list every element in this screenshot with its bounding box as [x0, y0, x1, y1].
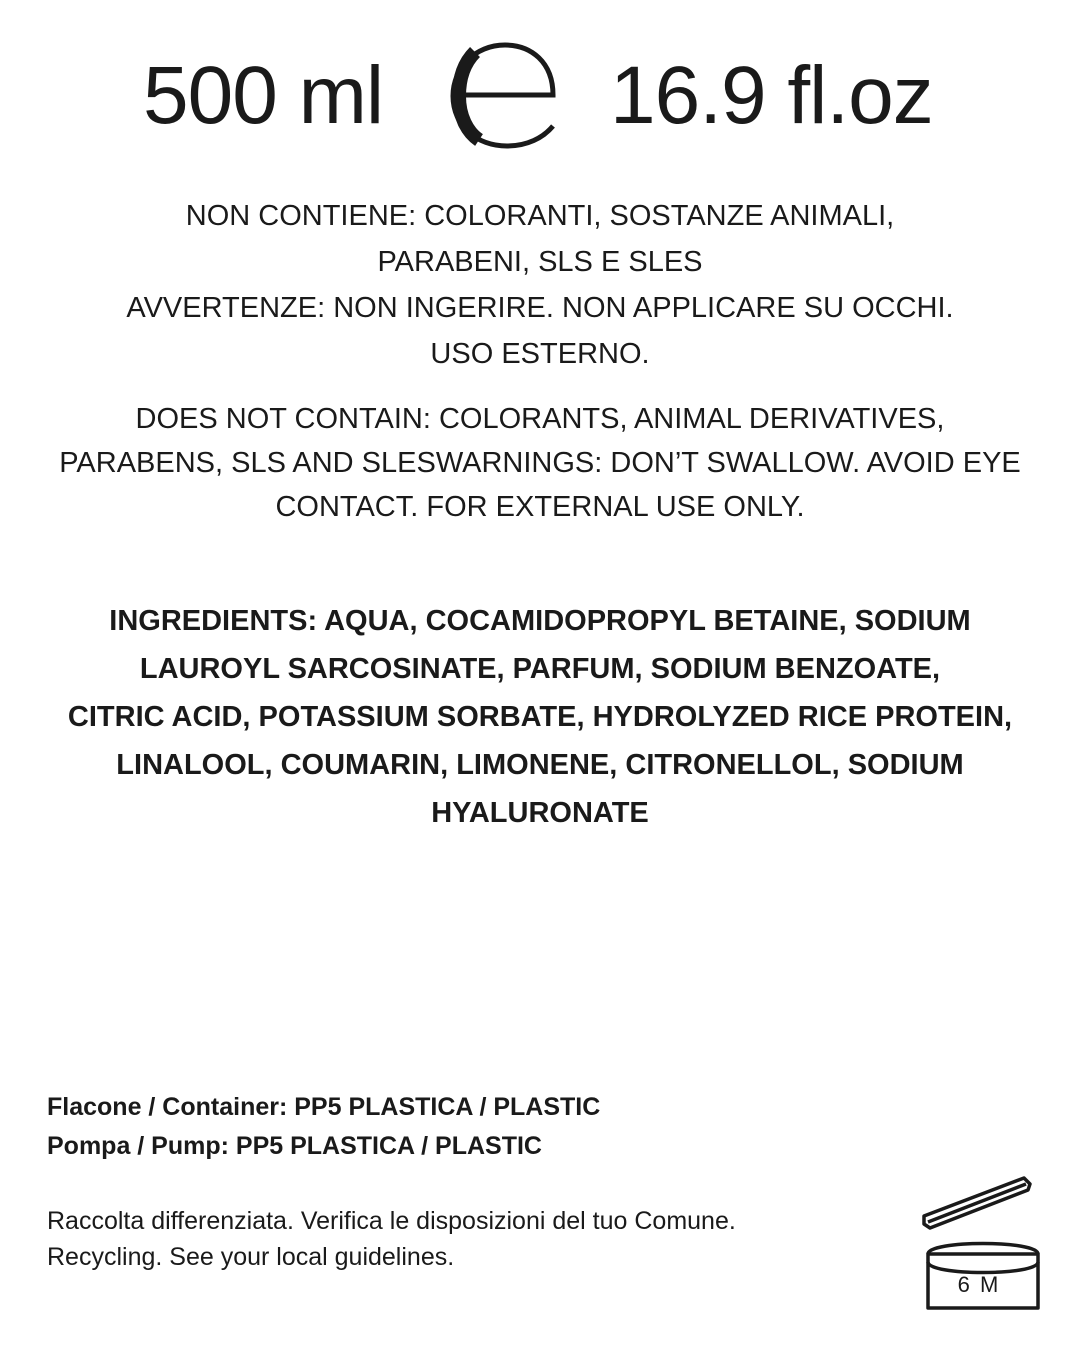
ingredients-line: LAUROYL SARCOSINATE, PARFUM, SODIUM BENZOATE,: [139, 653, 941, 685]
pao-label: 6 M: [957, 1272, 1001, 1297]
english-notice-line: PARABENS, SLS AND SLESWARNINGS: DON’T SWALLOW. AVOID EYE: [59, 447, 1021, 479]
volume-imperial: 16.9 fl.oz: [610, 50, 933, 141]
volume-metric: 500 ml: [143, 50, 384, 141]
ingredients-line: LINALOOL, COUMARIN, LIMONENE, CITRONELLOL, SODIUM: [116, 749, 964, 781]
italian-notice-line: NON CONTIENE: COLORANTI, SOSTANZE ANIMALI,: [185, 200, 895, 232]
english-notice-line: DOES NOT CONTAIN: COLORANTS, ANIMAL DERIVATIVES,: [135, 403, 945, 435]
packaging-info: [47, 1088, 600, 1166]
period-after-opening: [918, 1172, 1048, 1314]
italian-notice-line: AVVERTENZE: NON INGERIRE. NON APPLICARE SU OCCHI.: [126, 292, 954, 324]
estimated-sign-icon: [445, 40, 565, 150]
italian-notice: [20, 193, 1060, 377]
ingredients-list: [20, 597, 1060, 837]
ingredients-line: INGREDIENTS: AQUA, COCAMIDOPROPYL BETAINE, SODIUM: [109, 605, 971, 637]
ingredients-line: CITRIC ACID, POTASSIUM SORBATE, HYDROLYZED RICE PROTEIN,: [67, 701, 1013, 733]
italian-notice-line: USO ESTERNO.: [430, 338, 650, 370]
recycling-info: [47, 1203, 736, 1275]
ingredients-line: HYALURONATE: [431, 797, 649, 829]
english-notice: [20, 397, 1060, 529]
recycling-italian: Raccolta differenziata. Verifica le disposizioni del tuo Comune.: [47, 1207, 736, 1235]
english-notice-line: CONTACT. FOR EXTERNAL USE ONLY.: [275, 491, 805, 523]
container-material: Flacone / Container: PP5 PLASTICA / PLASTIC: [47, 1093, 601, 1121]
pump-material: Pompa / Pump: PP5 PLASTICA / PLASTIC: [47, 1132, 542, 1160]
recycling-english: Recycling. See your local guidelines.: [47, 1243, 455, 1271]
volume-header: [0, 40, 1080, 150]
italian-notice-line: PARABENI, SLS E SLES: [377, 246, 703, 278]
